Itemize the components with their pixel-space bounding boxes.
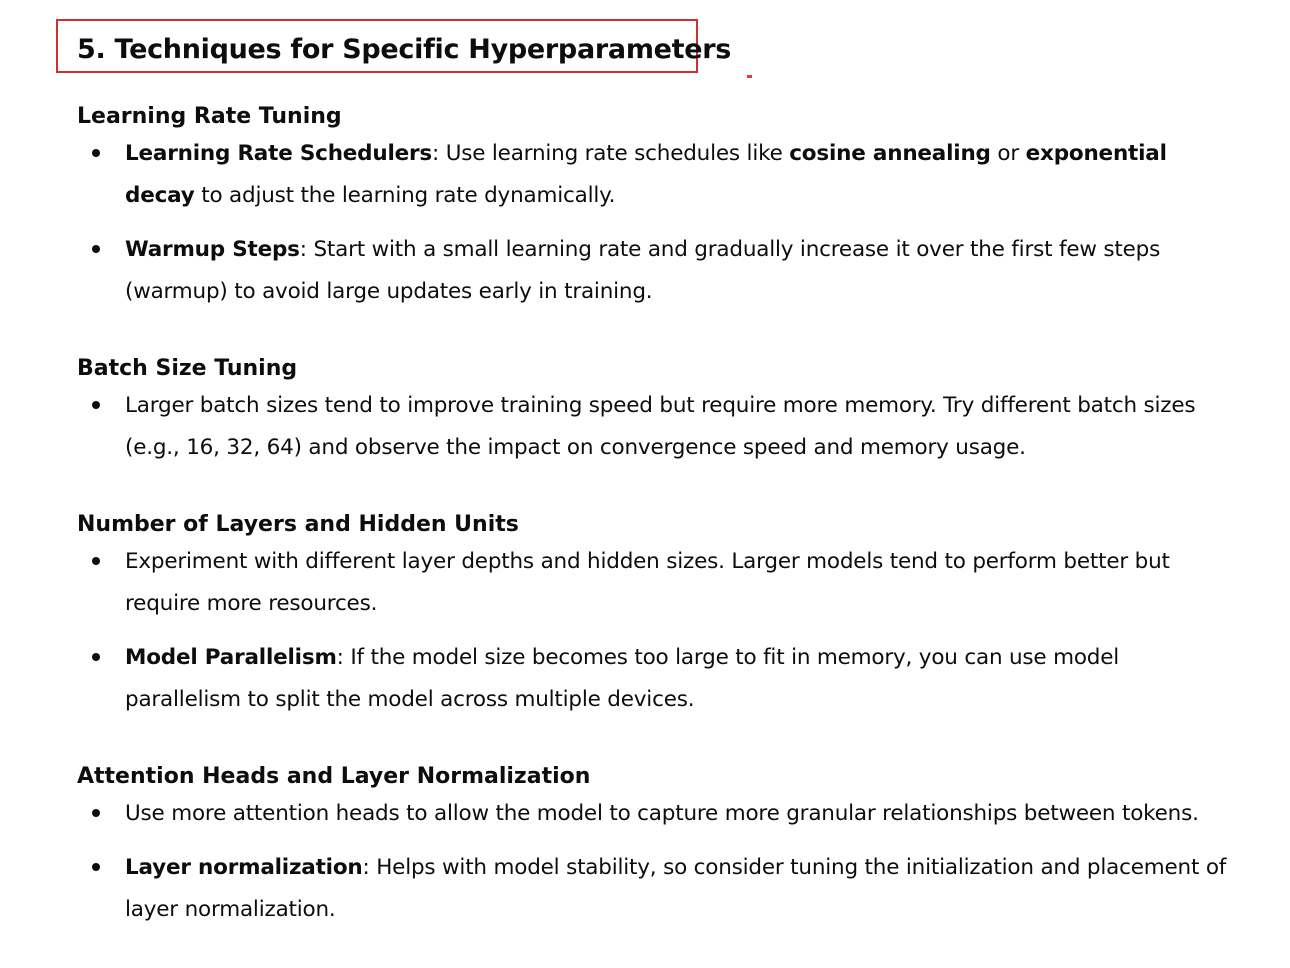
text-segment: : Helps with model stability, so consider tuning the initialization and placement of layer normalization. [125, 855, 1227, 922]
section-batch-size [77, 353, 1237, 469]
list-item [77, 793, 1237, 835]
bullet-list [77, 385, 1237, 469]
section-heading: Attention Heads and Layer Normalization [77, 764, 591, 789]
bullet-icon [92, 557, 100, 565]
section-title: 5. Techniques for Specific Hyperparameters [77, 34, 732, 65]
list-item [77, 385, 1237, 469]
section-learning-rate [77, 101, 1237, 313]
text-segment: : Start with a small learning rate and gradually increase it over the first few steps (warmup) to avoid large updates early in training. [125, 237, 1161, 304]
section-layers-hidden-units [77, 509, 1237, 721]
section-attention-heads [77, 761, 1237, 931]
section-heading: Learning Rate Tuning [77, 104, 342, 129]
list-item [77, 637, 1237, 721]
list-item [77, 541, 1237, 625]
bullet-icon [92, 149, 100, 157]
list-item [77, 133, 1237, 217]
text-segment: or [990, 141, 1026, 166]
bullet-icon [92, 809, 100, 817]
bullet-icon [92, 863, 100, 871]
bold-term: cosine annealing [789, 141, 991, 166]
bold-term: exponential decay [125, 141, 1167, 208]
section-heading: Number of Layers and Hidden Units [77, 512, 519, 537]
text-segment: : If the model size becomes too large to fit in memory, you can use model parallelism to split the model across multiple devices. [125, 645, 1120, 712]
text-segment: Larger batch sizes tend to improve training speed but require more memory. Try different batch sizes (e.g., 16, 32, 64) and observe the impact on convergence speed and memory usage. [125, 393, 1196, 460]
text-segment: : Use learning rate schedules like [432, 141, 790, 166]
text-segment: to adjust the learning rate dynamically. [194, 183, 616, 208]
bold-term: Layer normalization [125, 855, 363, 880]
text-segment: Use more attention heads to allow the model to capture more granular relationships between tokens. [125, 801, 1199, 826]
section-heading: Batch Size Tuning [77, 356, 298, 381]
bold-term: Warmup Steps [125, 237, 300, 262]
bullet-list [77, 133, 1237, 313]
red-annotation-mark [747, 75, 752, 78]
bullet-icon [92, 401, 100, 409]
bullet-list [77, 541, 1237, 721]
list-item [77, 847, 1237, 931]
bullet-icon [92, 245, 100, 253]
text-segment: Experiment with different layer depths and hidden sizes. Larger models tend to perform better but require more resources. [125, 549, 1170, 616]
bullet-icon [92, 653, 100, 661]
bullet-list [77, 793, 1237, 931]
bold-term: Model Parallelism [125, 645, 337, 670]
list-item [77, 229, 1237, 313]
bold-term: Learning Rate Schedulers [125, 141, 433, 166]
